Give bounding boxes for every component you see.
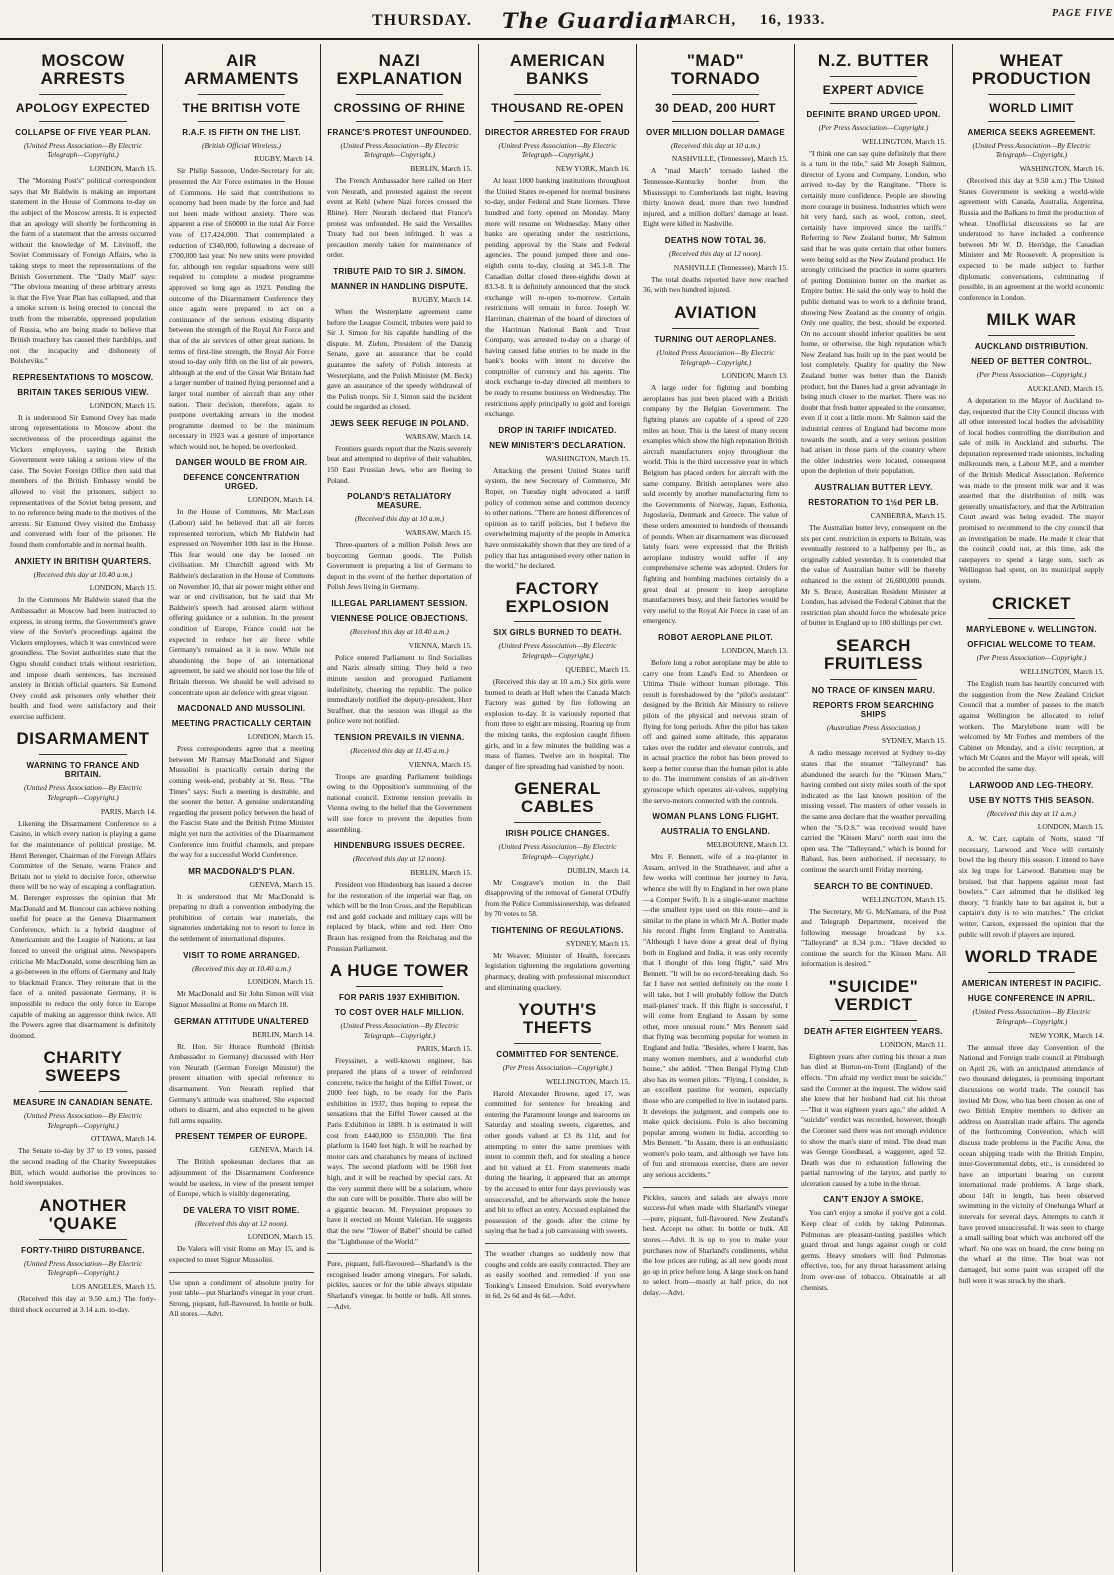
article-body: Press correspondents agree that a meeting between Mr Ramsay MacDonald and Signor Mussolini is practically certain during the coming week-end, probably at St. Ress. "The Times" says: Such a meeting is desirable, and the sooner the better. A genuine understanding regarding the present policy between the head of the Fascist State and the British Prime Minister might yet turn the activities of the Disarmament Conference into fruitful channels, and prepare the way for a successful World Conference. (169, 744, 314, 860)
wire-credit: (Received this day at 12 noon). (352, 854, 447, 864)
article-body: A radio message received at Sydney to-day states that the steamer "Talleyrand" has abandoned the search for the "Kinsen Maru," having combed out sixty miles south of the spot indicated as the last known position of the missing vessel. The masters of other vessels in the same area declare that the weather prevailing when the "S.O.S." was received would have carried the "Kinsen Maru" north east into the open sea. The "Talleyrand," which is bound for Rabaul, has been authorised, if necessary, to continue the search until Friday morning. (801, 748, 946, 874)
article-body: Mr Cosgrave's motion in the Dail disapproving of the removal of General O'Duffy from the Police Commissionership, was defeated by 70 votes to 58. (485, 877, 630, 919)
article (643, 236, 788, 296)
article-body: Eighteen years after cutting his throat a man has died at Burton-on-Trent (England) of the effects. "I'm afraid my verdict must be suicide," said the Coroner at the inquest. The widow said she knew that her husband had cut his throat—"But it was eighteen years ago," she added. A "suicide" verdict was recorded, however, though the Coroner said there was not enough evidence to show the man's state of mind. The dead man was George Goodhead, a waggoner, aged 52. Death was due to exhaustion following the partial narrowing of the larynx, and partly to ulceration caused by a tube in the throat. (801, 1051, 946, 1188)
headline-rule (988, 618, 1075, 619)
advertisement: Pickles, sauces and salads are always more success-ful when made with Sharland's vinegar—pure, piquant, full-flavoured. New Zealand's best. Accept no other. In bottle or bulk. All stores.—Advt. It is up to you to make your purchases now of Sharland's condiments, whilst the low prices are ruling, as all new goods must go up in price before long. A large stock on hand to select from—mostly at half price, do not delay.—Advt. (643, 1187, 788, 1299)
article-body: Three-quarters of a million Polish Jews are boycotting German goods. The Polish Government is preparing a list of Germans to deport in the event of the further deportation of Polish Jews living in Germany. (327, 540, 472, 592)
section-heading: FORTY-THIRD DISTURBANCE. (21, 1245, 145, 1255)
wire-credit: (United Press Association—By Electric Telegraph—Copyright.) (498, 641, 617, 661)
section-heading: USE BY NOTTS THIS SEASON. (968, 795, 1095, 805)
section-heading: MANNER IN HANDLING DISPUTE. (331, 281, 468, 291)
dateline: LONDON, March 15. (247, 977, 314, 987)
dateline: LONDON, March 13. (721, 645, 788, 655)
masthead-date: 16, 1933. (760, 12, 826, 28)
dateline: BERLIN, March 15. (410, 164, 472, 174)
article (10, 1049, 156, 1189)
article-body: A "mad March" tornado lashed the Tennessee-Kentucky border from the Mississippi to Cumberlands last night, leaving thirty known dead, more than two hundred injured, and a million dollars' damage at least. Eight were killed in Nashville. (643, 166, 788, 229)
headline: AVIATION (674, 302, 757, 322)
article-body: Harold Alexander Browne, aged 17, was committed for sentence for breaking and entering the Paramount lounge and tearooms on Saturday and stealing sweets, cigarettes, and other goods valued at £3 8s 11d, and for attempting to enter the same premises with intent to commit theft, and for stealing a hence and bit valued at £1. From statements made during the hearing, it appeared that an attempt by the accused to enter four days previously was unsuccessful, and he afterwards stole the hence and bit to effect an entry. Accused explained the possession of the goods after the crime by saying that he had a job canvassing with sweets. (485, 1088, 630, 1236)
wire-credit: (United Press Association—By Electric Telegraph—Copyright.) (340, 140, 459, 160)
section-heading: TRIBUTE PAID TO SIR J. SIMON. (333, 266, 466, 276)
dateline: WELLINGTON, March 15. (545, 1076, 630, 1086)
section-heading: NEED OF BETTER CONTROL. (971, 357, 1092, 367)
section-heading: DEFINITE BRAND URGED UPON. (806, 109, 941, 119)
article (643, 812, 788, 1298)
article-body: Freyssinet, a well-known engineer, has prepared the plans of a tower of reinforced concrete, twice the height of the Eiffel Tower, or 2000 feet high, to be ready for the Paris exhibition in 1937, thus hoping to repeat the sensations that the Eiffel Tower caused at the Paris Exhibition in 1889. It is estimated it will cost from £440,000 to £550,000. The first platform is 1640 feet high. It will be reached by motor cars and charabancs by means of inclined ways. The second platform will be 1968 feet high, and it will be reached by special cars. At the very summit there will be a solarium, where the sun cure will be possible. There also will be a gigantic beacon. M. Freyssinet proposes to have it erected on Mount Valerian. He suggests that the new "Tower of Babel" should be called the "Lighthouse of the World." (327, 1056, 472, 1246)
article-body: The "Morning Post's" political correspondent says that Mr Baldwin is making an important statement in the House of Commons to-day on the subject of the Moscow arrests. It is expected that an apology will shortly be forthcoming in the form of a statement that the arrests occurred without the knowledge of M. Litvinoff, the Soviet Commissary of Foreign Affairs, who is taking steps to meet the representations of the British Government. The "Daily Mail" says: "The obvious meaning of these arbitrary arrests is that the Five Year Plan has collapsed, and that a smoke screen is being erected to conceal the truth from the miserable, oppressed population of Russia, who are being made to believe that British treachery has caused their hardships, and not the incapacity and dishonesty of Bolsheviks." (10, 176, 156, 366)
section-heading: ILLEGAL PARLIAMENT SESSION. (331, 598, 468, 608)
advertisement: Use upon a condiment of absolute purity for your table—put Sharland's vinegar in your cruet. Strong, piquant, full-flavoured. In bottle or bulk. All stores.—Advt. (169, 1272, 314, 1320)
article (485, 780, 630, 920)
dateline: LONDON, March 13. (721, 371, 788, 381)
section-heading: MEASURE IN CANADIAN SENATE. (13, 1097, 153, 1107)
headline-rule (356, 94, 443, 95)
article (169, 1206, 314, 1320)
section-heading: IRISH POLICE CHANGES. (505, 829, 610, 838)
headline: MOSCOW ARRESTS (40, 51, 126, 88)
dateline: WARSAW, March 15. (405, 528, 472, 537)
section-heading: MR MACDONALD'S PLAN. (188, 866, 295, 876)
masthead-page-number: PAGE FIVE (1052, 8, 1114, 19)
article (643, 633, 788, 806)
article-body: In the Commons Mr Baldwin stated that the Ambassador at Moscow had been instructed to express, in strong terms, the Government's grave view of the Soviet's proceedings against the Vickers employees, which it was convinced were groundless. The Soviet authorities state that the Ogpu should conduct trials without restriction, and impose death sentences, has increased anxiety in British official quarters. Sir Esmond Ovey could ask prisoners only whether their health and food were satisfactory and their exercise sufficient. (10, 595, 156, 721)
headline-rule (39, 1239, 127, 1240)
article (327, 419, 472, 486)
advertisement: Pure, piquant, full-flavoured—Sharland's is the recognised leader among vinegars. For salads, pickles, sauces or for the table always stipulate Sharland's vinegar. In bottle or bulk. All stores.—Advt. (327, 1253, 472, 1312)
dateline: MELBOURNE, March 13. (706, 840, 788, 850)
dateline: WELLINGTON, March 15. (861, 894, 946, 904)
dateline: NASHVILLE, (Tennessee), March 15. (671, 154, 788, 164)
dateline: DUBLIN, March 14. (567, 865, 630, 875)
section-heading: WOMAN PLANS LONG FLIGHT. (652, 812, 779, 822)
article (327, 492, 472, 593)
headline: GENERAL CABLES (514, 779, 601, 817)
subheadline-rule (988, 121, 1075, 122)
section-heading: BRITAIN TAKES SERIOUS VIEW. (17, 387, 149, 397)
section-heading: VISIT TO ROME ARRANGED. (183, 950, 300, 960)
headline-rule (672, 328, 759, 329)
wire-credit: (Per Press Association—Copyright.) (502, 1062, 613, 1072)
headline-rule (988, 94, 1075, 95)
article-body: In the House of Commons, Mr MacLean (Labour) said he believed that all air forces represented terrorism, which Mr Baldwin had expressed on November 10th last in the House. This fear would one day be loosed on civilisation. Mr Churchill agreed with Mr Baldwin's declaration in the House of Commons on November 10, that air power might either end war or end civilisation, but he said that Mr Baldwin's speech had aroused alarm without offering guidance or a solution. In the present condition of Europe, France could not be expected to reduce her air force while Germany's remained as it is now. While not abandoning the hope of an international agreement, he said we should not lose the life of Britain thereon. We should be well advised to concentrate upon air defence with great vigour. (169, 507, 314, 697)
wire-credit: (Received this day at 12 noon). (194, 1218, 289, 1228)
section-heading: TO COST OVER HALF MILLION. (335, 1007, 464, 1017)
headline: DISARMAMENT (16, 729, 150, 749)
article (801, 637, 946, 876)
dateline: LONDON, March 15. (247, 732, 314, 742)
headline-rule (198, 94, 285, 95)
article-body: It is understood that Mr MacDonald is preparing to draft a convention embodying the prohibition of certain war materials, the signatories undertaking not to resort to force in the settlement of international disputes. (169, 891, 314, 944)
advertisement: The weather changes so suddenly now that coughs and colds are easily contracted. They are as easily soothed and remedied if you use Tonking's Linseed Emulsion. Sold everywhere in 6d, 2s 6d and 4s 6d.—Advt. (485, 1243, 630, 1302)
columns-area (4, 44, 1110, 1572)
dateline: NEW YORK, March 16. (555, 164, 630, 174)
article (959, 948, 1104, 1286)
article-body: President von Hindenburg has issued a decree for the restoration of the imperial war flag, on which will be the Iron Cross, and the Republican red and gold cockade and military caps will be replaced by black, white and red. Herr Otto Braun has resigned from the Reichstag and the Prussian Parliament. (327, 879, 472, 953)
article (485, 426, 630, 572)
article (327, 841, 472, 954)
wire-credit: (United Press Association—By Electric Telegraph—Copyright.) (23, 783, 143, 803)
section-heading: AUCKLAND DISTRIBUTION. (974, 342, 1089, 352)
article (10, 52, 156, 367)
dateline: WARSAW, March 14. (405, 431, 472, 441)
subheadline-rule (198, 121, 285, 122)
article-body: A deputation to the Mayor of Auckland to-day, requested that the City Council discuss with all other interested local bodies the advisability of local bodies controlling the distribution and sale of milk in Auckland and suburbs. The deputation represented trade unionists, including milkrounds men, a Labour M.P., and a member of the British Medical Association. Reference was made to the present milk war and it was asserted that the distribution of milk was generally unsatisfactory, and that the Arbitration Court award was being evaded. The mayor promised to recommend to the city council that an investigation be made. He made it clear that the council could not, at this time, ask the ratepayers to spend a large sum, such as Wellington had spent, on its municipal supply system. (959, 395, 1104, 585)
article-body: (Received this day at 9.50 a.m.) The United States Government is seeking a world-wide agreement with Canada, Australia, Argentina, Russia and the Balkans to limit the production of wheat. Unofficial discussions so far are understood to have included a conference between Mr W. D. Herridge, the Canadian Minister and Mr Roosevelt. A proposition is expected to be made subject to further diplomatic conversations, culminating if possible, in an agreement at the world economic conference in London. (959, 176, 1104, 302)
wire-credit: (United Press Association—By Electric Telegraph—Copyright.) (498, 140, 617, 160)
subheadline-rule (39, 121, 127, 122)
article-body: The Australian butter levy, consequent on the six per cent. restriction in exports to Britain, was eventually restored to a halfpenny per lb., as originally cabled yesterday. It is contended that the value of Australian butter will be thereby enhanced to the extent of 26,600,000 pounds. Mr S. Bruce, Australian Resident Minister at London, has advised the Federal Cabinet that the restriction plan should force the wholesale price of butter in England up to 100 shillings per cwt. (801, 523, 946, 628)
dateline: VIENNA, March 15. (408, 759, 472, 769)
headline-rule (830, 76, 917, 77)
article-body: Mr Weaver, Minister of Health, forecasts legislation tightening the regulations governing pharmacy, dealing with professional misconduct and eliminating quackery. (485, 950, 630, 992)
dateline: PARIS, March 15. (416, 1044, 472, 1054)
section-heading: AMERICA SEEKS AGREEMENT. (967, 127, 1096, 137)
section-heading: DEATHS NOW TOTAL 36. (664, 236, 767, 245)
wire-credit: (Received this day at 12 noon). (668, 249, 763, 258)
article (485, 1001, 630, 1302)
headline-rule (356, 986, 443, 987)
wire-credit: (United Press Association—By Electric Telegraph—Copyright.) (498, 842, 617, 861)
headline: CRICKET (991, 593, 1072, 613)
column-5 (636, 44, 794, 1572)
headline-rule (830, 1020, 917, 1021)
subheadline-rule (356, 121, 443, 122)
article (485, 580, 630, 773)
article-body: When the Westerplatte agreement came before the League Council, tributes were paid to Sir J. Simon for his capable handling of the dispute. M. Ziehm, President of the Danzig Senate, gave an assurance that he could guarantee the safety of Polish interests at Westerplatte, and the Polish Minister (M. Beck) gave an assurance of the speedy withdrawal of the Polish troops. Sir J. Simon said the incident could be regarded as closed. (327, 306, 472, 412)
section-heading: PRESENT TEMPER OF EUROPE. (175, 1132, 308, 1142)
dateline: AUCKLAND, March 15. (1027, 383, 1104, 393)
section-heading: FOR PARIS 1937 EXHIBITION. (338, 992, 460, 1002)
article (327, 599, 472, 727)
article (10, 1197, 156, 1315)
wire-credit: (British Official Wireless.) (201, 140, 282, 150)
dateline: SYDNEY, March 15. (881, 736, 946, 746)
dateline: BERLIN, March 14. (252, 1029, 314, 1039)
article (169, 52, 314, 452)
section-heading: NEW MINISTER'S DECLARATION. (489, 440, 626, 450)
article (327, 267, 472, 413)
wire-credit: (Received this day at 10 a.m.) (354, 514, 445, 524)
section-heading: DEATH AFTER EIGHTEEN YEARS. (804, 1026, 943, 1036)
article (169, 704, 314, 861)
article-body: (Received this day at 10 a.m.) Six girls were burned to death at Hull when the Canada Match Factory was gutted by fire following an explosion to-day. It is variously reported that from three to eight are missing. Roaring up from the mixing tanks, the explosion caught fifteen girls, and in a few minutes the building was a mass of flames. Twelve are in hospital. The danger of fire spreading had vanished by noon. (485, 676, 630, 771)
section-heading: FRANCE'S PROTEST UNFOUNDED. (327, 127, 472, 137)
column-1 (4, 44, 162, 1572)
headline-rule (672, 94, 759, 95)
section-heading: MARYLEBONE v. WELLINGTON. (966, 625, 1097, 635)
headline: NAZI EXPLANATION (336, 51, 463, 88)
dateline: LONDON, March 15. (1037, 822, 1104, 832)
headline-rule (830, 679, 917, 680)
wire-credit: (United Press Association—By Electric Telegraph—Copyright.) (972, 140, 1091, 160)
subheadline: EXPERT ADVICE (822, 82, 925, 97)
wire-credit: (Received this day at 10 a.m.) (670, 140, 761, 150)
wire-credit: (Per Press Association—Copyright.) (976, 653, 1087, 663)
section-heading: HUGE CONFERENCE IN APRIL. (967, 994, 1096, 1004)
section-heading: VIENNESE POLICE OBJECTIONS. (330, 613, 468, 623)
dateline: WELLINGTON, March 15. (861, 136, 946, 146)
section-heading: OFFICIAL WELCOME TO TEAM. (967, 640, 1096, 650)
article (485, 926, 630, 993)
dateline: WELLINGTON, March 15. (1019, 667, 1104, 677)
article-body: "I think one can say quite definitely that there is a turn in the tide," said Mr Joseph Salmon, director of Lyons and Company, London, who arrived to-day by the Rangitane. "There is certainly more confidence. People are showing more courage in business. Industries which were hit very hard, such as wool, cotton, steel, certainly have improved since the tariffs." Referring to New Zealand butter, Mr Salmon said that he was quite certain that other butters were being sold as the New Zealand product. He strongly criticised the practice in some quarters of putting Dominion butter on the market as Empire butter. He said the only way to hold the public demand was to work to a definite brand, showing New Zealand as the country of origin. Only one quality, the best, should be exported. On no account should inferior qualities be sent home, or otherwise, the high reputation which New Zealand has built up in the past would be lost completely. Quality for quality the New Zealand butter was better than the Danish product, but the Danes had a great advantage in being much closer to the market. There was no doubt that fresh butter appealed to the consumer, even if it cost a little more. Mr Salmon said the industrial centres of England had become more towards the south, and a very serious position had arisen in those parts of the country where the older industries were located, consequent upon the depletion of their population. (801, 148, 946, 476)
dateline: GENEVA, March 14. (249, 1145, 314, 1155)
section-heading: COMMITTED FOR SENTENCE. (496, 1049, 619, 1059)
masthead-month: MARCH, (668, 12, 737, 28)
article-body: A. W. Carr, captain of Notts, stated "If necessary, Larwood and Voce will certainly bowl the leg theory this season. I intend to have six leg traps for Larwood. Batsmen may be bruised, but that happens against most fast bowlers." Carr admitted that he disliked leg theory. "I frankly hate to bat against it, but a captain's duty is to win matches." The cricket writer, Carson, expressed the opinion that the public will revolt if players are injured. (959, 834, 1104, 939)
column-2 (162, 44, 320, 1572)
column-4 (478, 44, 636, 1572)
section-heading: REPORTS FROM SEARCHING SHIPS (812, 700, 935, 719)
headline-rule (514, 822, 601, 823)
article-body: At least 1000 banking institutions throughout the United States re-opened for normal business to-day, under Federal and State licenses. Three hundred and forty opened on Monday. Many more will resume on Wednesday. Many other banks are operating under the restrictions, pending approval by the State and Federal agencies. The pound jumped three and one-eighth cents to-day, closing at 345.1-8. The Canadian dollar closed three-eighths down at 83.3-8. It is definitely announced that the stock exchange will re-open to-morrow. Certain restrictions will remain in force. Joseph W. Harriman, chairman of the board of directors of the Harriman National Bank and Trust Company, was arrested to-day on a charge of having caused false entries to be made in the bank's books with intent to deceive the comptroller of currency and his agents. The stock exchange to-day directed all members to be ready to resume business on Wednesday. The restrictions apply principally to gold and foreign exchange. (485, 176, 630, 419)
dateline: PARIS, March 14. (100, 806, 156, 816)
section-heading: ANXIETY IN BRITISH QUARTERS. (14, 556, 152, 566)
section-heading: SEARCH TO BE CONTINUED. (813, 881, 934, 891)
article (959, 781, 1104, 941)
dateline: GENEVA, March 15. (249, 879, 314, 889)
section-heading: DIRECTOR ARRESTED FOR FRAUD (485, 127, 630, 137)
article (801, 882, 946, 971)
section-heading: DE VALERA TO VISIT ROME. (183, 1205, 300, 1215)
section-heading: RESTORATION TO 1½d PER LB. (808, 498, 939, 507)
article (485, 52, 630, 420)
subheadline: APOLOGY EXPECTED (15, 100, 151, 115)
headline: SEARCH FRUITLESS (824, 635, 923, 673)
dateline: WASHINGTON, March 16. (1019, 164, 1104, 174)
section-heading: LARWOOD AND LEG-THEORY. (969, 780, 1094, 790)
subheadline: CROSSING OF RHINE (333, 100, 466, 115)
headline: AMERICAN BANKS (509, 51, 606, 88)
dateline: RUGBY, March 14. (254, 154, 314, 164)
headline-rule (39, 754, 127, 755)
article (10, 730, 156, 1041)
section-heading: AMERICAN INTEREST IN PACIFIC. (961, 979, 1102, 989)
wire-credit: (United Press Association—By Electric Telegraph—Copyright.) (23, 1258, 143, 1278)
headline-rule (514, 94, 601, 95)
section-heading: COLLAPSE OF FIVE YEAR PLAN. (15, 127, 151, 137)
subheadline-rule (830, 103, 917, 104)
wire-credit: (United Press Association—By Electric Telegraph—Copyright.) (23, 140, 143, 160)
section-heading: CAN'T ENJOY A SMOKE. (823, 1195, 924, 1205)
headline: MILK WAR (986, 310, 1077, 330)
article (643, 304, 788, 627)
headline-rule (988, 972, 1075, 973)
section-heading: AUSTRALIA TO ENGLAND. (660, 827, 771, 837)
wire-credit: (United Press Association—By Electric Telegraph—Copyright.) (656, 347, 775, 367)
section-heading: GERMAN ATTITUDE UNALTERED (174, 1016, 309, 1026)
article (959, 52, 1104, 303)
masthead-title: The Guardian (502, 8, 675, 33)
section-heading: TURNING OUT AEROPLANES. (654, 334, 777, 344)
article-body: Troops are guarding Parliament buildings owing to the Opposition's summoning of the national council. Extreme tension prevails in Vienna owing to the belief that the Government will use force to prevent the deputies from assembling. (327, 771, 472, 834)
headline: "MAD" TORNADO (670, 51, 761, 88)
article-body: A large order for fighting and bombing aeroplanes has just been placed with a British company by the Belgian Government. The fighting planes are capable of a speed of 220 miles an hour. This is the latest of many recent examples which show the high reputation British aircraft manufacturers enjoy throughout the world. This is the third successive year in which Belgium has placed orders for aircraft with the same company. British aeroplanes were also sold recently by another manufacturing firm to the Governments of Norway, Japan, Esthonia, Jugoslavia, Denmark and Greece. The value of these orders amounted to hundreds of thousands of pounds. When air disarmament was discussed lately fears were expressed that the British aeroplane industry would suffer if any comprehensive scheme was adopted. Orders for fighting and bombing machines certainly do a great deal at present to keep aeroplane manufacturers busy, and their factories would be very useful to the Royal Air Force in case of an emergency. (643, 383, 788, 626)
subheadline: THOUSAND RE-OPEN (491, 100, 624, 115)
article-body: Likening the Disarmament Conference to a Casino, in which every nation is playing a game for the maintenance of political prestige, M. Henri Berenger, Chairman of the Foreign Affairs Committee of the Senate, warns France and Britain not to yield to decisive force, otherwise there will be no way of escaping a conflagration. M. Berenger expresses the opinion that Mr MacDonald and M. Boncour can achieve nothing useful for peace at the Geneva Disarmament Conference, which is a hybrid daughter of Americanism and the League of Nations, at last forced to unveil the original aims. Newspapers criticise Mr MacDonald, some describing him as a go-between in the efforts of Germany and Italy to blackmail France. They reiterate that in the face of a united passionate Germany, it is impossible to reduce the only force in Europe capable of making an aggressor think twice. All the Powers agree that disarmament is definitely doomed. (10, 818, 156, 1040)
dateline: LONDON, March 15. (89, 400, 156, 410)
wire-credit: (Received this day at 11.45 a.m.) (350, 745, 449, 755)
subheadline-rule (672, 121, 759, 122)
dateline: RUGBY, March 14. (412, 294, 472, 304)
wire-credit: (Per Press Association—Copyright.) (976, 370, 1087, 380)
dateline: LONDON, March 15. (89, 583, 156, 593)
article-body: The Senate to-day by 37 to 19 votes, passed the second reading of the Charity Sweepstakes Bill, which would authorise the provinces to hold sweepstakes. (10, 1146, 156, 1188)
article-body: Mr MacDonald and Sir John Simon will visit Signor Mussolini at Rome on March 18. (169, 989, 314, 1009)
wire-credit: (United Press Association—By Electric Telegraph—Copyright.) (23, 1110, 143, 1130)
section-heading: TIGHTENING OF REGULATIONS. (491, 925, 624, 935)
headline-rule (39, 94, 127, 95)
section-heading: POLAND'S RETALIATORY MEASURE. (347, 492, 452, 511)
headline: "SUICIDE" VERDICT (828, 977, 919, 1014)
headline-rule (988, 335, 1075, 336)
section-heading: DEFENCE CONCENTRATION URGED. (183, 473, 300, 492)
wire-credit: (United Press Association—By Electric Telegraph—Copyright.) (340, 1020, 459, 1040)
wire-credit: (Received this day at 10.40 a.m.) (33, 569, 133, 579)
section-heading: NO TRACE OF KINSEN MARU. (811, 685, 936, 695)
article (801, 483, 946, 629)
article (169, 867, 314, 945)
dateline: LONDON, March 14. (247, 495, 314, 505)
article-body: (Received this day at 9.50 a.m.) The forty-third shock occurred at 3.14 a.m. to-day. (10, 1294, 156, 1314)
dateline: LONDON, March 11. (880, 1039, 946, 1049)
article-body: Police entered Parliament to find Socialists and Nazis already sitting. They held a two minute session and prorogued Parliament indefinitely, cheering the republic. The police immediately notified the deputy-president, Herr Straffner, that the session was illegal as the police were not notified. (327, 652, 472, 726)
subheadline: 30 DEAD, 200 HURT (655, 100, 776, 115)
column-7 (952, 44, 1110, 1572)
headline: WHEAT PRODUCTION (971, 51, 1092, 88)
headline: FACTORY EXPLOSION (505, 578, 610, 616)
headline-rule (39, 1091, 127, 1092)
article (801, 1195, 946, 1293)
headline: AIR ARMAMENTS (184, 51, 299, 88)
dateline: VIENNA, March 15. (408, 640, 472, 650)
section-heading: TENSION PREVAILS IN VIENNA. (334, 732, 465, 742)
wire-credit: (Received this day at 10.40 a.m.) (350, 626, 449, 636)
section-heading: JEWS SEEK REFUGE IN POLAND. (330, 418, 469, 428)
headline: WORLD TRADE (965, 947, 1098, 967)
headline: ANOTHER 'QUAKE (39, 1195, 127, 1233)
article-body: Frontiers guards report that the Nazis severely beat and attempted to deprive of their valuables, 150 East Prussian Jews, who are fleeing to Poland. (327, 443, 472, 485)
dateline: CANBERRA, March 15. (870, 511, 946, 520)
section-heading: AUSTRALIAN BUTTER LEVY. (814, 483, 933, 492)
article-body: The annual three day Convention of the National and Foreign trade council at Pittsburgh on April 26, with an anticipated attendance of two thousand delegates, is promising important discussions on world trade. The council has invited Mr Dow, who has been chosen as one of two British Empire members to deliver an address on Australian trade affairs. The agenda of the forthcoming Convention, which will discuss trade problems in the Pacific Area, the ocean shipping trade with the British Empire, inter-Governmental debts, etc., is considered to have an important bearing on current international trade problems. A large shark, about 14ft in length, has been observed swimming in the vicinity of Onehunga Wharf at intervals for several days. Attempts to catch it have proved unsuccessful. It was seen to charge a small sailing boat which was anchored off the wharf. No one was on board, the crew being on the wharf at the time. The boat was not damaged, but some paint was scraped off the hull were it was struck by the shark. (959, 1042, 1104, 1285)
dateline: BERLIN, March 15. (410, 867, 472, 877)
section-heading: DANGER WOULD BE FROM AIR. (175, 458, 308, 468)
article (959, 311, 1104, 586)
article-body: Mrs F. Bennett, wife of a tea-planter in Assam, arrived in the Strathnaver, and after a few weeks will continue her journey to Java, whence she will fly to England in her own plane—a Comper Swift. It is a single-seater machine—the smallest type used on this route—and is similar to the plane in which Mr A. Butler made his record flight from England to Australia. "Although I have done a great deal of flying both in England and India, it was only recently that I thought of this long flight," said Mrs Bennett. "It will be no record-breaking dash. So far I have not settled definitely on the route I will take, but I will probably follow the Dutch mail-planes' track. If this flight is successful, I will come from England to Assam by some other, more unusual route." Mrs Bennett said that flying was becoming popular for women in England and India. "Besides, where I learnt, has many women members, and a wonderful club house," she added. "Then Bengal Flying Club also has its women pilots. "Flying, I consider, is an excellent pastime for women, especially those who are compelled to live in isolated parts. It develops the judgment, and compels one to make quick decisions. Polo is also becoming popular among women in India, according to Mrs Bennett. "In Assam, there is an enthusiastic women's polo team, and although we have lots of fun and strenuous exercise, there are never any serious accidents." (643, 852, 788, 1180)
article-body: The English team has heartily concurred with the suggestion from the New Zealand Cricket Council that a number of passes to the match against Wellington be allocated to relief workers. The Marylebone team will be welcomed by Mr Forbes and members of the Cabinet on Monday, and a civic reception, at which Mr Coates and the Mayor will speak, will be accorded the same day. (959, 679, 1104, 773)
section-heading: MACDONALD AND MUSSOLINI. (177, 704, 306, 714)
dateline: SYDNEY, March 15. (565, 938, 630, 948)
column-3 (320, 44, 478, 1572)
dateline: NASHVILLE (Tennessee), March 15. (673, 262, 788, 272)
dateline: WASHINGTON, March 15. (545, 453, 630, 463)
masthead (0, 0, 1114, 40)
masthead-day: THURSDAY. (372, 12, 472, 29)
section-heading: HINDENBURG ISSUES DECREE. (333, 841, 466, 851)
subheadline: WORLD LIMIT (989, 100, 1074, 115)
article (327, 733, 472, 835)
section-heading: R.A.F. IS FIFTH ON THE LIST. (182, 127, 301, 137)
article (327, 52, 472, 261)
section-heading: REPRESENTATIONS TO MOSCOW. (12, 372, 154, 382)
headline: YOUTH'S THEFTS (518, 1000, 597, 1038)
article (169, 951, 314, 1011)
article-body: The Secretary, Mr G. McNamara, of the Post and Telegraph Department, received the following message broadcast by s.s. "Talleyrand" at 8.34 p.m.: "Have decided to continue the search for the Kinsen Maru. All information is desired." (801, 906, 946, 969)
wire-credit: (Per Press Association—Copyright.) (818, 122, 929, 132)
dateline: NEW YORK, March 14. (1029, 1030, 1104, 1040)
dateline: LONDON, March 15. (89, 164, 156, 174)
section-heading: OVER MILLION DOLLAR DAMAGE (646, 127, 785, 137)
article (10, 373, 156, 551)
headline: N.Z. BUTTER (817, 51, 930, 70)
dateline: OTTAWA, March 14. (90, 1134, 156, 1144)
headline-rule (514, 621, 601, 622)
headline: A HUGE TOWER (329, 961, 470, 981)
subheadline: THE BRITISH VOTE (182, 100, 301, 115)
section-heading: SIX GIRLS BURNED TO DEATH. (493, 628, 622, 638)
section-heading: DROP IN TARIFF INDICATED. (498, 425, 617, 435)
subheadline-rule (514, 121, 601, 122)
dateline: QUEBEC, March 15. (565, 664, 630, 674)
article-body: The British spokesman declares that an adjournment of the Disarmament Conference would be useless, in view of the present temper of Europe, which is visibly degenerating. (169, 1157, 314, 1199)
article-body: De Valera will visit Rome on May 15, and is expected to meet Signor Mussolini. (169, 1244, 314, 1265)
article (169, 458, 314, 698)
article-body: The total deaths reported have now reached 36, with two hundred injured. (643, 274, 788, 295)
article-body: The French Ambassador here called on Herr von Neurath, and protested against the recent event at Kehl (where Nazi forces crossed the Rhine). Herr Neurath declared that France's protest was unfounded. He said the Versailles Treaty had not been infringed. It was a precaution merely taken for maintenance of order. (327, 176, 472, 260)
article (327, 962, 472, 1312)
headline-rule (514, 1043, 601, 1044)
article-body: You can't enjoy a smoke if you've got a cold. Keep clear of colds by taking Pulmonas. Pulmonas are pleasant-tasting pastilles which guard throat and lungs against cough or cold germs. Heavy smokers will find Pulmonas effective, too, for any throat harassment arising from over-use of tobacco. Obtainable at all chemists. (801, 1208, 946, 1292)
section-heading: WARNING TO FRANCE AND BRITAIN. (26, 761, 140, 780)
article (959, 595, 1104, 775)
article (801, 978, 946, 1189)
article-body: Attacking the present United States tariff system, the new Secretary of Commerce, Mr Roper, on Tuesday night advocated a tariff policy of common sense and common decency to other nations. "There are honest differences of opinion as to tariff policies, but I believe the overwhelming majority of the people in America have unmistakably shown that they are tired of a policy that has antagonised every other nation in the world," he declared. (485, 465, 630, 571)
article-body: Rt. Hon. Sir Horace Rumbold (British Ambassador to Germany) discussed with Herr von Neurath (German Foreign Minister) the present situation with special reference to disarmament. Von Neurath replied that Germany's attitude was unaltered. She expected others to disarm, and also expected to be given full arms equality. (169, 1041, 314, 1125)
wire-credit: (Received this day at 10.40 a.m.) (192, 963, 291, 973)
section-heading: ROBOT AEROPLANE PILOT. (658, 632, 773, 642)
wire-credit: (United Press Association—By Electric Telegraph—Copyright.) (972, 1007, 1091, 1026)
wire-credit: (Received this day at 11 a.m.) (987, 808, 1076, 818)
section-heading: MEETING PRACTICALLY CERTAIN (171, 719, 312, 729)
article (169, 1132, 314, 1199)
wire-credit: (Australian Press Association.) (826, 722, 921, 732)
dateline: LONDON, March 15. (247, 1232, 314, 1242)
column-6 (794, 44, 952, 1572)
article (10, 557, 156, 723)
headline: CHARITY SWEEPS (43, 1048, 123, 1086)
article-body: Before long a robot aeroplane may be able to carry one from Land's End to Aberdeen or Ultima Thule without human pilotage. This result is foreshadowed by the "pilot's assistant" designed by the British Air Ministry to relieve pilots of the physical and nervous strain of flying for long periods. After the pilot has taken off and gained some altitude, this apparatus takes over the rudder and elevator controls, and in actual practice the robot has been proved to keep a better course than the human pilot is able to do. The instrument consists of an air-driven gyroscope which operates air-valves, supplying the servo-motors connected with the controls. (643, 657, 788, 805)
article (169, 1017, 314, 1127)
article-body: It is understood Sir Esmond Ovey has made strong representations to Moscow about the secretiveness of the proceedings against the Vickers employees, saying the British Government were taking a serious view of the case. The Soviet Foreign Office then said that members of the British Embassy would be allowed to visit the prisoners, subject to representatives of the Soviet being present, and to no reference being made to the motives of the arrests. Sir Esmond Ovey visited the Embassy and conversed with four of the prisoner. He found them comfortable and in normal health. (10, 412, 156, 549)
article (801, 52, 946, 477)
article (643, 52, 788, 230)
dateline: LOS ANGELES, March 15. (71, 1282, 156, 1292)
article-body: Sir Philip Sassoon, Under-Secretary for air, presented the Air Force estimates in the House of Commons. He said that contributions to economy had been made by the force and had not been made without anxiety. There was apparent a rise of £60000 in the total Air Force vote of £17,424,000. That contemplated a reduction of £340,000, following a decrease of £700,000 last year. No new units were provided for, although ten regular squadrons were still required to complete a modest programme approved so long ago as 1923. Pending the outcome of the Disarmament Conference they once again were prepared to act on a continuance of the serious existing disparity between the strength of the Royal Air Force and that of the air services of other great nations. In terms of first-line strength, the Royal Air Force stood to-day only fifth on the list of air powers, although at the end of the Great War Britain had a larger number of trained flying personnel and a larger total number of aircraft than any other nation. Their decision, therefore, again to postpone overtaking arrears in the modest programme deemed to be the minimum necessary in 1923 was a gesture of importance which would not, he hoped, be overlooked. (169, 166, 314, 451)
